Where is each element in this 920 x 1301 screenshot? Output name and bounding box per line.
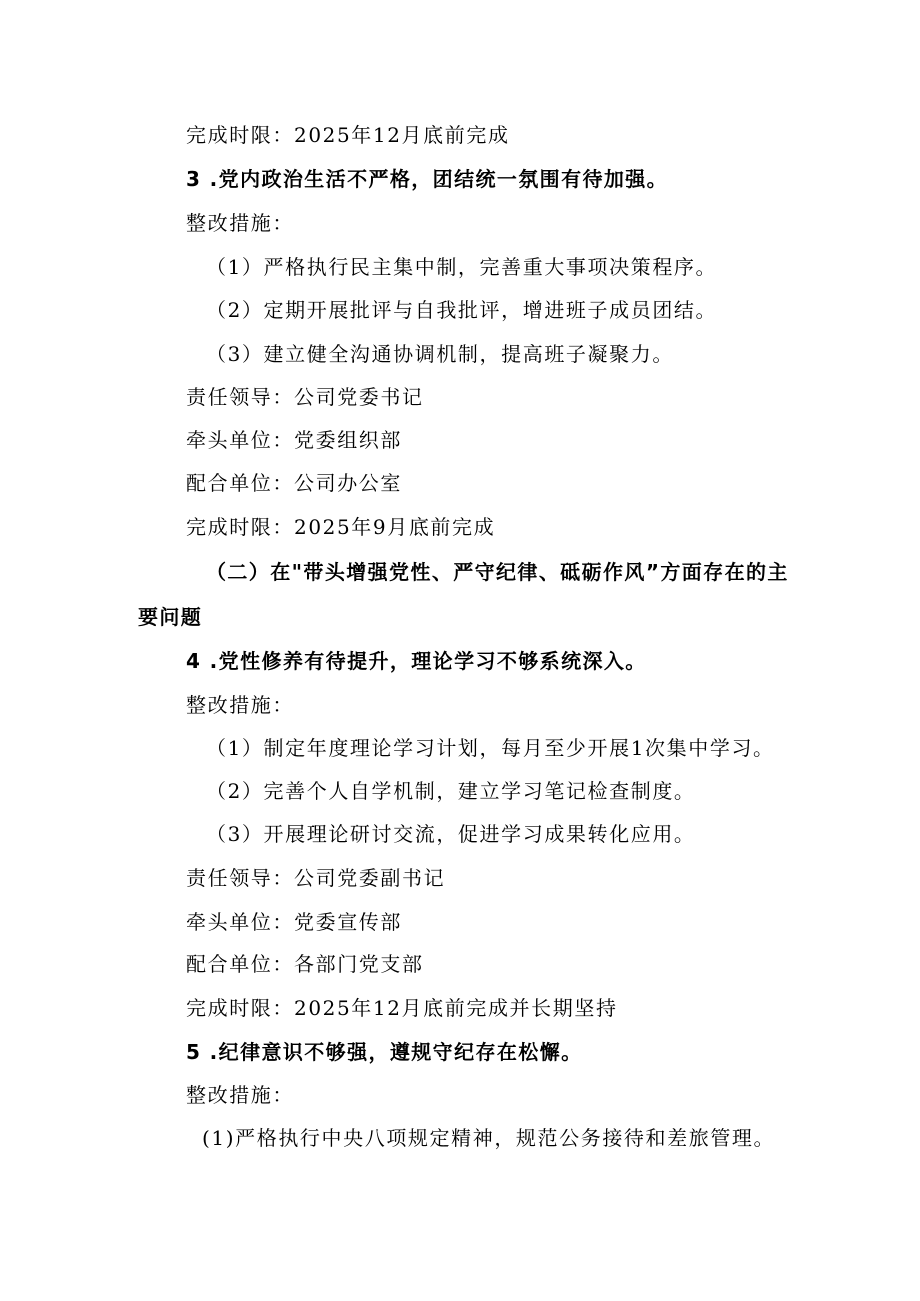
measure-3-1: （1）严格执行民主集中制，完善重大事项决策程序。 <box>206 255 718 279</box>
measure-4-2: （2）完善个人自学机制，建立学习笔记检查制度。 <box>206 779 696 803</box>
issue-heading-5: 5 .纪律意识不够强，遵规守纪存在松懈。 <box>186 1040 583 1064</box>
measure-3-2: （2）定期开展批评与自我批评，增进班子成员团结。 <box>206 298 718 322</box>
cooperating-unit-4: 配合单位：各部门党支部 <box>186 952 424 976</box>
deadline-3: 完成时限：2025年9月底前完成 <box>186 515 496 539</box>
deadline-4: 完成时限：2025年12月底前完成并长期坚持 <box>186 996 618 1020</box>
section-heading-2: （二）在"带头增强党性、严守纪律、砥砺作风”方面存在的主 <box>206 560 789 584</box>
deadline-line-item-2: 完成时限：2025年12月底前完成 <box>186 123 510 147</box>
measures-label-5: 整改措施： <box>186 1083 294 1107</box>
lead-unit-3: 牵头单位：党委组织部 <box>186 428 402 452</box>
responsible-leader-4: 责任领导：公司党委副书记 <box>186 866 446 890</box>
lead-unit-4: 牵头单位：党委宣传部 <box>186 910 402 934</box>
section-heading-2-continued: 要问题 <box>138 605 203 629</box>
measure-4-1: （1）制定年度理论学习计划，每月至少开展1次集中学习。 <box>206 736 775 760</box>
measures-label-4: 整改措施： <box>186 693 294 717</box>
responsible-leader-3: 责任领导：公司党委书记 <box>186 385 424 409</box>
issue-heading-4: 4 .党性修养有待提升，理论学习不够系统深入。 <box>186 649 647 673</box>
measure-4-3: （3）开展理论研讨交流，促进学习成果转化应用。 <box>206 822 696 846</box>
issue-heading-3: 3 .党内政治生活不严格，团结统一氛围有待加强。 <box>186 167 669 191</box>
measure-5-1: (1)严格执行中央八项规定精神，规范公务接待和差旅管理。 <box>202 1126 776 1150</box>
cooperating-unit-3: 配合单位：公司办公室 <box>186 471 402 495</box>
measure-3-3: （3）建立健全沟通协调机制，提高班子凝聚力。 <box>206 342 674 366</box>
measures-label-3: 整改措施： <box>186 211 294 235</box>
